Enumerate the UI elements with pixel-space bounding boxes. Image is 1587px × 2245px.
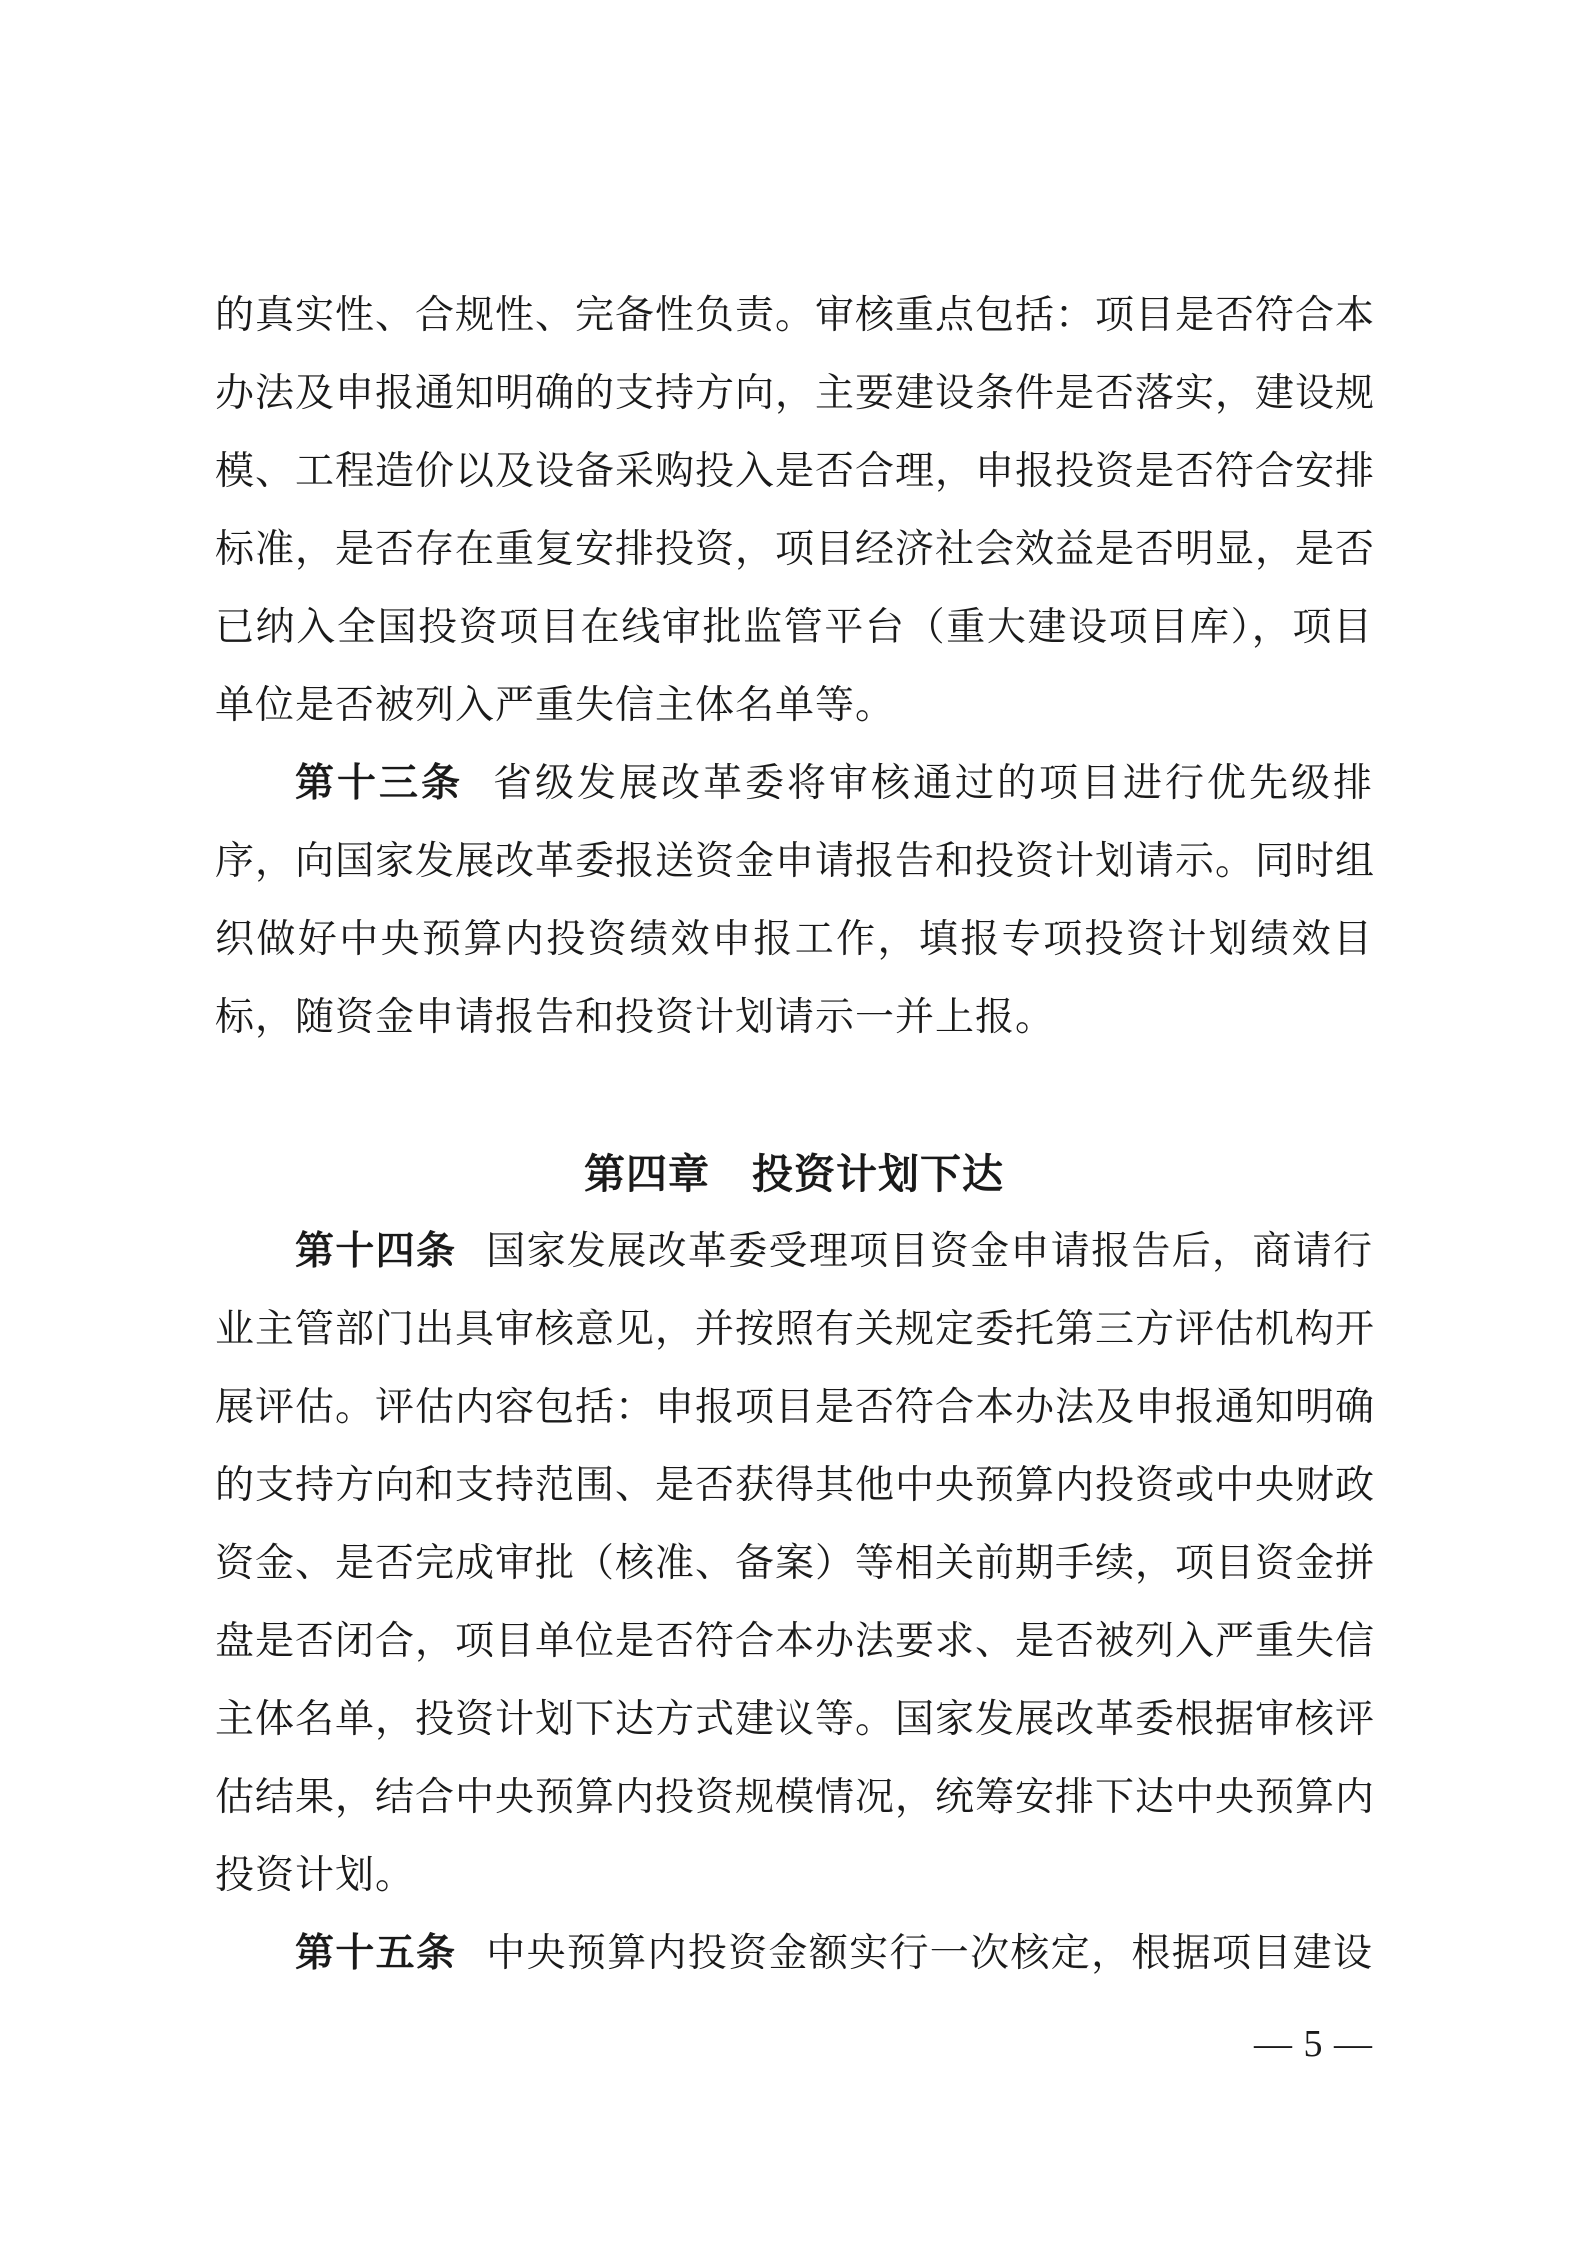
- paragraph-line: 业主管部门出具审核意见，并按照有关规定委托第三方评估机构开: [215, 1308, 1376, 1351]
- paragraph-line: 织做好中央预算内投资绩效申报工作，填报专项投资计划绩效目: [215, 918, 1373, 961]
- paragraph-line: 已纳入全国投资项目在线审批监管平台（重大建设项目库），项目: [215, 606, 1373, 649]
- paragraph-line: 投资计划。: [215, 1854, 416, 1897]
- paragraph-line: 主体名单，投资计划下达方式建议等。国家发展改革委根据审核评: [215, 1698, 1376, 1741]
- paragraph-line: 单位是否被列入严重失信主体名单等。: [215, 684, 896, 727]
- paragraph-line: [215, 1915, 1373, 1993]
- paragraph-text: 省级发展改革委将审核通过的项目进行优先级排: [493, 762, 1373, 805]
- document-body: [215, 277, 1376, 2083]
- paragraph-line: 序，向国家发展改革委报送资金申请报告和投资计划请示。同时组: [215, 840, 1376, 883]
- paragraph-line: 盘是否闭合，项目单位是否符合本办法要求、是否被列入严重失信: [215, 1620, 1376, 1663]
- paragraph-line: 标准，是否存在重复安排投资，项目经济社会效益是否明显，是否: [215, 528, 1376, 571]
- paragraph-line: 办法及申报通知明确的支持方向，主要建设条件是否落实，建设规: [215, 372, 1376, 415]
- paragraph-line: [215, 745, 1373, 823]
- paragraph-line: 资金、是否完成审批（核准、备案）等相关前期手续，项目资金拼: [215, 1542, 1376, 1585]
- paragraph-line: 估结果，结合中央预算内投资规模情况，统筹安排下达中央预算内: [215, 1776, 1376, 1819]
- paragraph-line: 模、工程造价以及设备采购投入是否合理，申报投资是否符合安排: [215, 450, 1376, 493]
- paragraph-line: 展评估。评估内容包括：申报项目是否符合本办法及申报通知明确: [215, 1386, 1376, 1429]
- article-number: 第十五条: [295, 1932, 457, 1975]
- article-number: 第十四条: [295, 1230, 457, 1273]
- chapter-heading: 第四章 投资计划下达: [584, 1151, 1004, 1197]
- paragraph-line: 的支持方向和支持范围、是否获得其他中央预算内投资或中央财政: [215, 1464, 1376, 1507]
- paragraph-line: 标，随资金申请报告和投资计划请示一并上报。: [215, 996, 1056, 1039]
- article-number: 第十三条: [295, 762, 463, 805]
- paragraph-line: 的真实性、合规性、完备性负责。审核重点包括：项目是否符合本: [215, 294, 1376, 337]
- page-number: — 5 —: [1254, 2023, 1373, 2065]
- paragraph-text: 国家发展改革委受理项目资金申请报告后，商请行: [486, 1230, 1373, 1273]
- paragraph-text: 中央预算内投资金额实行一次核定，根据项目建设: [486, 1932, 1373, 1975]
- blank-line: [215, 1057, 1373, 1135]
- paragraph-line: [215, 1213, 1373, 1291]
